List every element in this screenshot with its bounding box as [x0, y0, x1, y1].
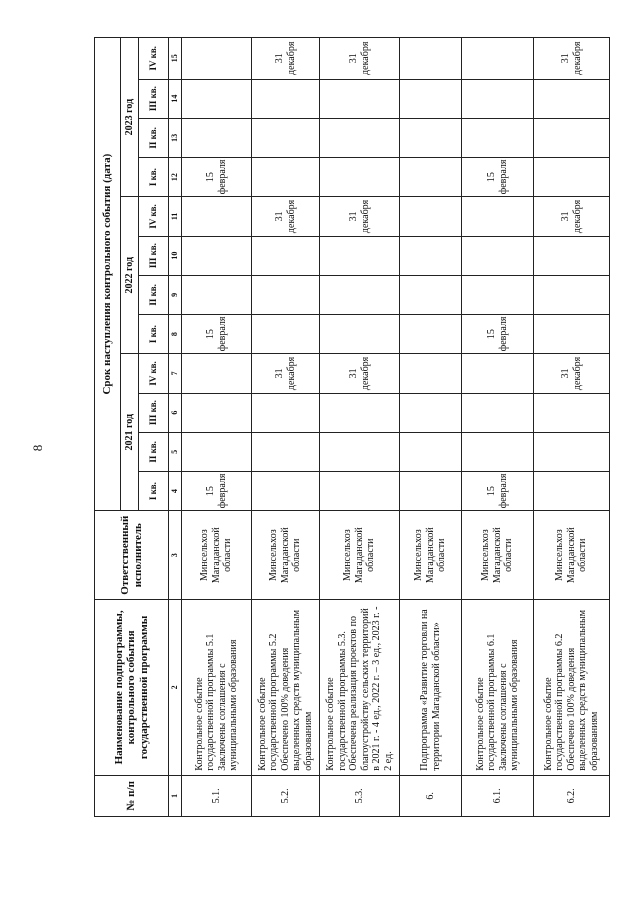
row-date-cell [400, 197, 462, 236]
row-date-cell [534, 315, 610, 354]
row-date-cell [320, 393, 400, 432]
header-year: 2021 год [121, 354, 139, 511]
row-date-cell [462, 118, 534, 157]
row-date-cell: 15 февраля [182, 158, 252, 197]
row-date-cell: 31 декабря [534, 354, 610, 393]
row-responsible: Минсельхоз Магаданской области [320, 511, 400, 600]
header-quarter: II кв. [139, 275, 169, 314]
row-date-cell [182, 197, 252, 236]
column-number: 6 [169, 393, 182, 432]
table-row [534, 38, 610, 817]
row-date-cell [252, 432, 320, 471]
row-date-cell [534, 79, 610, 118]
header-num: № п/п [95, 775, 169, 816]
row-date-cell [182, 236, 252, 275]
row-date-cell [534, 432, 610, 471]
row-name: Контрольное событие государственной программы 5.1 Заключены соглашения с муниципальными образования [182, 600, 252, 776]
row-number: 6. [400, 775, 462, 816]
row-date-cell [462, 197, 534, 236]
row-date-cell [400, 236, 462, 275]
row-date-cell: 15 февраля [462, 315, 534, 354]
row-name: Контрольное событие государственной программы 5.3. Обеспечена реализация проектов по благоустройству сельских территорий в 2021 г. - 4 ед., 2022 г. – 3 ед., 2023 г. - 2 ед. [320, 600, 400, 776]
row-date-cell [400, 354, 462, 393]
row-date-cell: 15 февраля [182, 472, 252, 511]
header-quarter: II кв. [139, 432, 169, 471]
row-date-cell: 15 февраля [462, 158, 534, 197]
row-date-cell [320, 432, 400, 471]
row-date-cell [462, 79, 534, 118]
control-events-table [94, 37, 610, 817]
row-date-cell [252, 79, 320, 118]
row-date-cell: 15 февраля [462, 472, 534, 511]
row-date-cell [462, 354, 534, 393]
row-name: Контрольное событие государственной программы 5.2 Обеспечено 100% доведения выделенных средств муниципальным образованиям [252, 600, 320, 776]
row-date-cell [400, 315, 462, 354]
header-name: Наименование подпрограммы, контрольного события государственной программы [95, 600, 169, 776]
row-date-cell [320, 79, 400, 118]
row-date-cell [320, 158, 400, 197]
row-responsible: Минсельхоз Магаданской области [400, 511, 462, 600]
table-row [252, 38, 320, 817]
row-name: Контрольное событие государственной программы 6.2 Обеспечено 100% доведения выделенных средств муниципальным образованиям [534, 600, 610, 776]
row-number: 5.3. [320, 775, 400, 816]
row-date-cell: 31 декабря [534, 197, 610, 236]
row-date-cell [252, 275, 320, 314]
header-quarter: I кв. [139, 315, 169, 354]
header-quarter: IV кв. [139, 197, 169, 236]
row-date-cell: 31 декабря [320, 38, 400, 80]
column-number: 10 [169, 236, 182, 275]
table-row [400, 38, 462, 817]
column-number: 1 [169, 775, 182, 816]
row-number: 5.2. [252, 775, 320, 816]
row-responsible: Минсельхоз Магаданской области [182, 511, 252, 600]
header-quarter: I кв. [139, 158, 169, 197]
row-date-cell [252, 236, 320, 275]
row-date-cell [534, 236, 610, 275]
row-date-cell [320, 236, 400, 275]
row-date-cell [182, 118, 252, 157]
column-number: 8 [169, 315, 182, 354]
column-number: 12 [169, 158, 182, 197]
row-date-cell [182, 354, 252, 393]
header-quarter: IV кв. [139, 354, 169, 393]
row-responsible: Минсельхоз Магаданской области [534, 511, 610, 600]
row-date-cell [462, 432, 534, 471]
row-date-cell [320, 472, 400, 511]
column-number: 9 [169, 275, 182, 314]
column-number: 15 [169, 38, 182, 80]
row-date-cell [320, 275, 400, 314]
header-quarter: III кв. [139, 393, 169, 432]
column-number: 7 [169, 354, 182, 393]
row-date-cell [400, 393, 462, 432]
row-date-cell [320, 118, 400, 157]
row-number: 6.1. [462, 775, 534, 816]
column-number: 2 [169, 600, 182, 776]
row-date-cell [534, 158, 610, 197]
header-dates: Срок наступления контрольного события (дата) [95, 38, 121, 511]
row-date-cell [534, 118, 610, 157]
row-date-cell [252, 118, 320, 157]
row-date-cell [182, 38, 252, 80]
row-date-cell [182, 432, 252, 471]
header-quarter: II кв. [139, 118, 169, 157]
row-name: Контрольное событие государственной программы 6.1 Заключены соглашения с муниципальными образования [462, 600, 534, 776]
table-row [182, 38, 252, 817]
row-date-cell [252, 158, 320, 197]
row-date-cell [462, 275, 534, 314]
row-date-cell [534, 472, 610, 511]
row-date-cell [252, 393, 320, 432]
column-number: 4 [169, 472, 182, 511]
row-name: Подпрограмма «Развитие торговли на территории Магаданской области» [400, 600, 462, 776]
row-date-cell: 31 декабря [252, 197, 320, 236]
table-row [320, 38, 400, 817]
row-date-cell: 31 декабря [320, 197, 400, 236]
row-number: 5.1. [182, 775, 252, 816]
row-date-cell: 31 декабря [534, 38, 610, 80]
table-row [462, 38, 534, 817]
row-date-cell [252, 315, 320, 354]
row-date-cell [462, 236, 534, 275]
header-quarter: IV кв. [139, 38, 169, 80]
column-number: 13 [169, 118, 182, 157]
row-date-cell [400, 432, 462, 471]
row-date-cell [462, 38, 534, 80]
row-date-cell [400, 275, 462, 314]
row-date-cell: 31 декабря [320, 354, 400, 393]
header-year: 2022 год [121, 197, 139, 354]
row-date-cell: 31 декабря [252, 38, 320, 80]
column-number: 5 [169, 432, 182, 471]
column-number: 11 [169, 197, 182, 236]
row-date-cell [400, 472, 462, 511]
control-events-table-wrap [94, 37, 607, 817]
row-date-cell [400, 118, 462, 157]
row-date-cell [400, 38, 462, 80]
header-quarter: III кв. [139, 79, 169, 118]
row-date-cell [320, 315, 400, 354]
row-date-cell: 31 декабря [252, 354, 320, 393]
row-date-cell [534, 393, 610, 432]
row-date-cell [400, 79, 462, 118]
row-number: 6.2. [534, 775, 610, 816]
row-date-cell: 15 февраля [182, 315, 252, 354]
row-responsible: Минсельхоз Магаданской области [252, 511, 320, 600]
row-date-cell [462, 393, 534, 432]
column-number: 14 [169, 79, 182, 118]
row-date-cell [182, 393, 252, 432]
row-date-cell [252, 472, 320, 511]
header-quarter: I кв. [139, 472, 169, 511]
row-date-cell [182, 79, 252, 118]
header-year: 2023 год [121, 38, 139, 197]
row-responsible: Минсельхоз Магаданской области [462, 511, 534, 600]
row-date-cell [534, 275, 610, 314]
header-quarter: III кв. [139, 236, 169, 275]
row-date-cell [400, 158, 462, 197]
column-number: 3 [169, 511, 182, 600]
header-responsible: Ответственный исполнитель [95, 511, 169, 600]
page-number: 8 [30, 444, 45, 452]
row-date-cell [182, 275, 252, 314]
